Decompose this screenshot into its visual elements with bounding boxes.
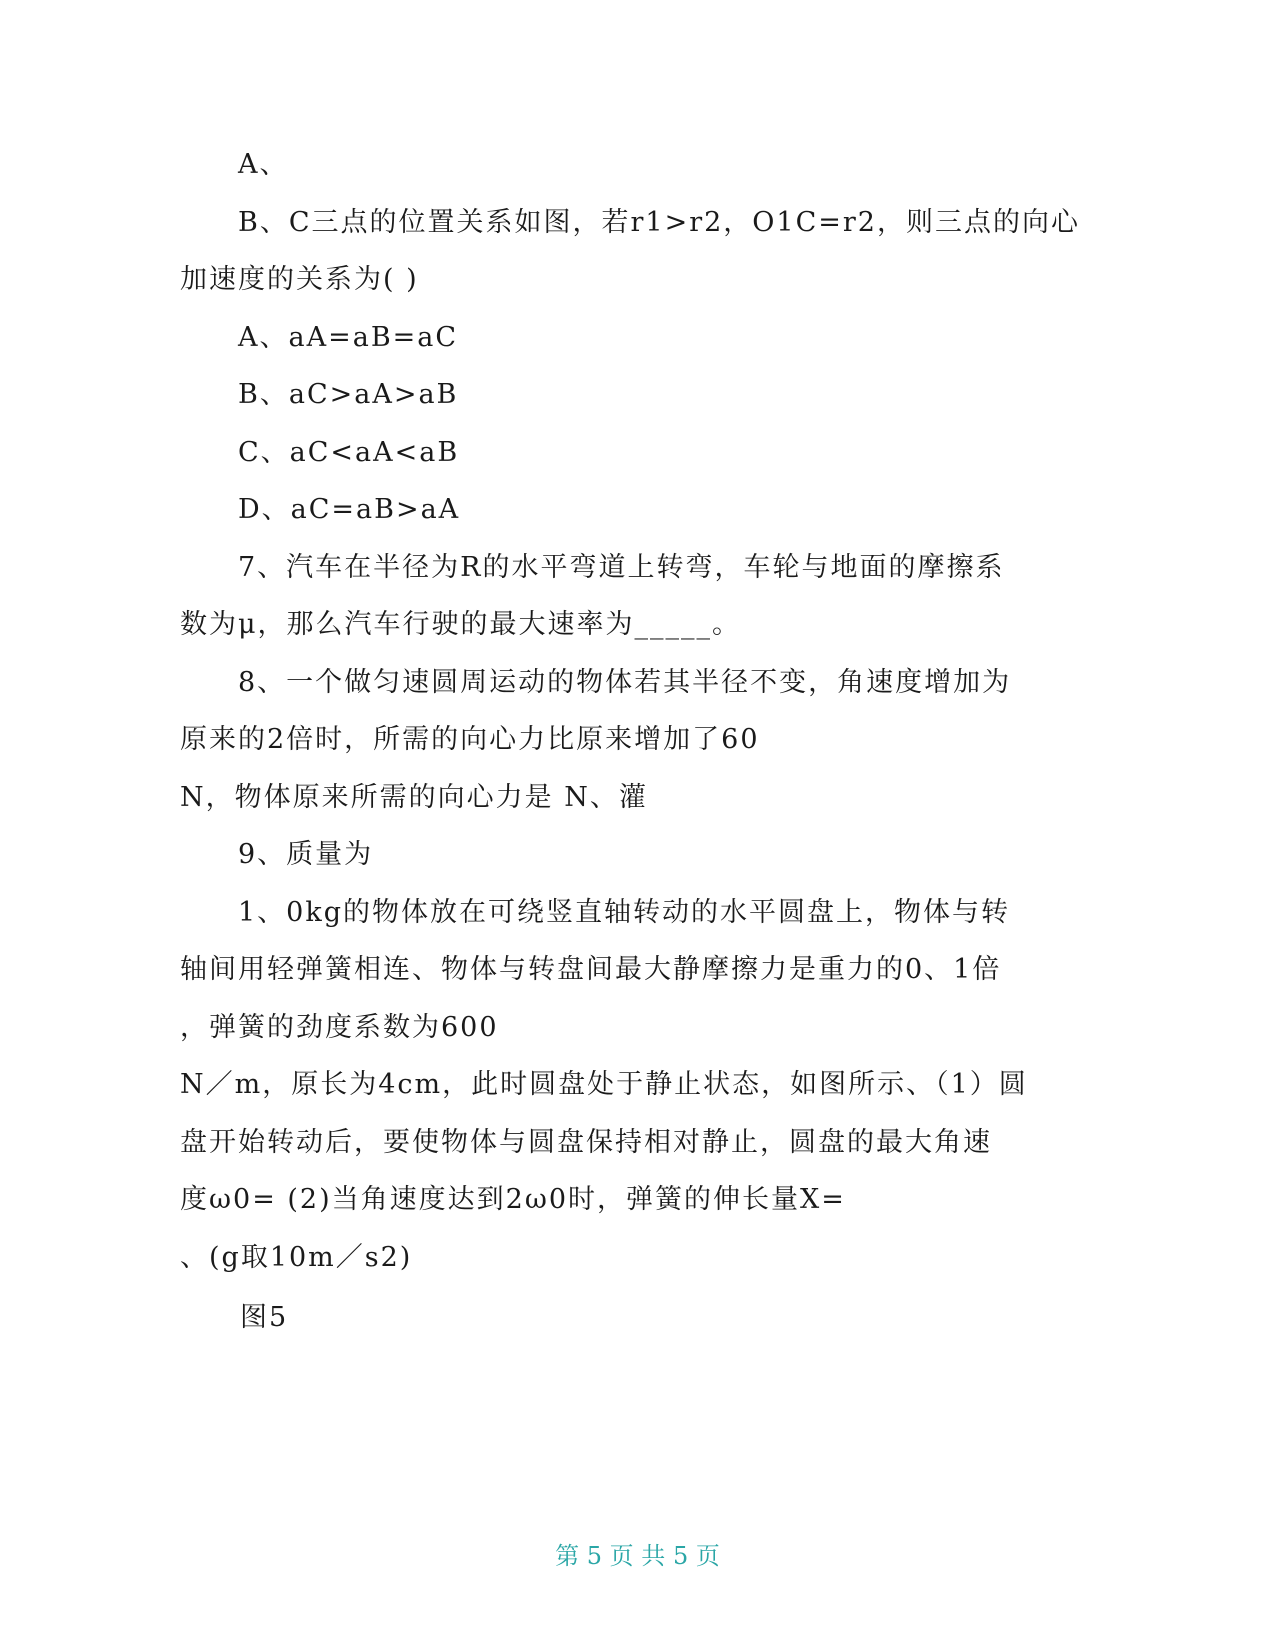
page-number-footer: 第 5 页 共 5 页: [555, 1542, 720, 1570]
option-c: C、aC<aA<aB: [238, 437, 460, 468]
text-line: N／m，原长为4cm，此时圆盘处于静止状态，如图所示、（1）圆: [180, 1069, 1028, 1100]
question-8: 8、一个做匀速圆周运动的物体若其半径不变，角速度增加为: [238, 667, 1012, 698]
option-a: A、aA=aB=aC: [238, 322, 459, 353]
question-9: 9、质量为: [238, 839, 374, 870]
text-line: 原来的2倍时，所需的向心力比原来增加了60: [180, 724, 760, 755]
figure-caption: 图5: [240, 1302, 289, 1333]
text-line: 轴间用轻弹簧相连、物体与转盘间最大静摩擦力是重力的0、1倍: [180, 954, 1002, 985]
text-line: 1、0kg的物体放在可绕竖直轴转动的水平圆盘上，物体与转: [238, 897, 1010, 928]
option-b: B、aC>aA>aB: [238, 379, 459, 410]
text-line: N，物体原来所需的向心力是 N、灌: [180, 782, 648, 813]
text-line: 度ω0= (2)当角速度达到2ω0时，弹簧的伸长量X=: [180, 1184, 846, 1215]
text-line: ，弹簧的劲度系数为600: [180, 1012, 499, 1043]
text-line: A、: [238, 149, 289, 180]
text-line: 盘开始转动后，要使物体与圆盘保持相对静止，圆盘的最大角速: [180, 1127, 992, 1158]
text-line: 加速度的关系为( ): [180, 264, 419, 295]
text-line: B、C三点的位置关系如图，若r1>r2，O1C=r2，则三点的向心: [238, 207, 1080, 238]
text-line: 、(g取10m／s2): [180, 1242, 413, 1273]
question-7: 7、汽车在半径为R的水平弯道上转弯，车轮与地面的摩擦系: [238, 552, 1005, 583]
option-d: D、aC=aB>aA: [238, 494, 461, 525]
text-line: 数为μ，那么汽车行驶的最大速率为_____。: [180, 609, 742, 640]
